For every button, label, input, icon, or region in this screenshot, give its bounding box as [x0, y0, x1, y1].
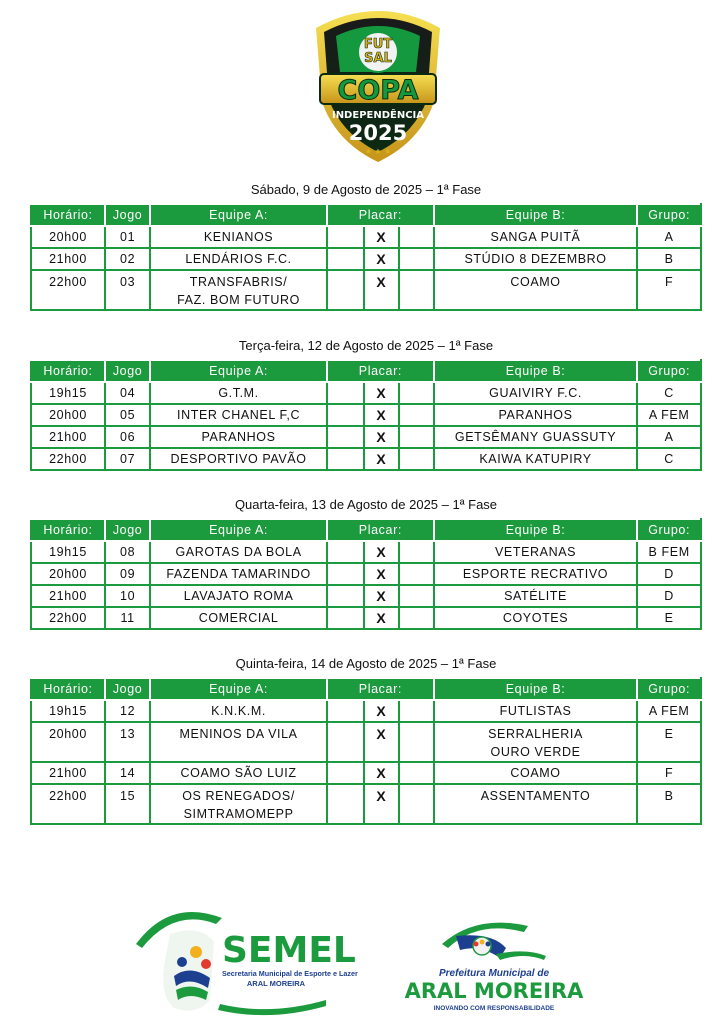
header-time: Horário: — [31, 678, 105, 700]
svg-text:★ ★ ★: ★ ★ ★ — [364, 147, 392, 156]
team-a: G.T.M. — [150, 382, 327, 404]
game-number: 05 — [105, 404, 150, 426]
game-time: 19h15 — [31, 541, 105, 563]
team-a: INTER CHANEL F,C — [150, 404, 327, 426]
versus-mark: X — [364, 585, 399, 607]
group-label: B — [637, 248, 701, 270]
score-a — [327, 270, 364, 310]
team-b: COYOTES — [434, 607, 637, 629]
header-team-a: Equipe A: — [150, 360, 327, 382]
day-title: Quinta-feira, 14 de Agosto de 2025 – 1ª Fase — [235, 656, 497, 671]
header-game: Jogo — [105, 204, 150, 226]
games-table — [30, 518, 702, 630]
table-row — [31, 585, 701, 607]
games-table — [30, 359, 702, 471]
game-number: 11 — [105, 607, 150, 629]
versus-mark: X — [364, 270, 399, 310]
day-section-2 — [30, 337, 702, 471]
prefeitura-logo — [396, 918, 592, 1018]
table-row — [31, 448, 701, 470]
header-group: Grupo: — [637, 360, 701, 382]
table-header-row — [31, 519, 701, 541]
versus-mark: X — [364, 700, 399, 722]
team-b: ESPORTE RECRATIVO — [434, 563, 637, 585]
team-b: ASSENTAMENTO — [434, 784, 637, 824]
header-group: Grupo: — [637, 678, 701, 700]
versus-mark: X — [364, 541, 399, 563]
table-row — [31, 541, 701, 563]
score-a — [327, 248, 364, 270]
team-a: MENINOS DA VILA — [150, 722, 327, 762]
header-score: Placar: — [327, 519, 434, 541]
group-label: D — [637, 585, 701, 607]
header-game: Jogo — [105, 519, 150, 541]
svg-text:ARAL MOREIRA: ARAL MOREIRA — [404, 979, 584, 1003]
header-time: Horário: — [31, 360, 105, 382]
score-a — [327, 382, 364, 404]
game-time: 20h00 — [31, 404, 105, 426]
game-number: 01 — [105, 226, 150, 248]
game-time: 19h15 — [31, 382, 105, 404]
versus-mark: X — [364, 404, 399, 426]
score-a — [327, 404, 364, 426]
score-b — [399, 607, 434, 629]
score-b — [399, 700, 434, 722]
group-label: D — [637, 563, 701, 585]
team-a: LAVAJATO ROMA — [150, 585, 327, 607]
team-a: OS RENEGADOS/ SIMTRAMOMEPP — [150, 784, 327, 824]
group-label: B — [637, 784, 701, 824]
versus-mark: X — [364, 448, 399, 470]
team-a: GAROTAS DA BOLA — [150, 541, 327, 563]
score-b — [399, 404, 434, 426]
header-game: Jogo — [105, 360, 150, 382]
score-a — [327, 426, 364, 448]
team-a: KENIANOS — [150, 226, 327, 248]
table-row — [31, 563, 701, 585]
header-team-b: Equipe B: — [434, 678, 637, 700]
svg-text:SAL: SAL — [364, 51, 392, 66]
score-a — [327, 448, 364, 470]
score-b — [399, 226, 434, 248]
header-score: Placar: — [327, 678, 434, 700]
table-header-row — [31, 360, 701, 382]
score-b — [399, 382, 434, 404]
team-b: VETERANAS — [434, 541, 637, 563]
game-number: 04 — [105, 382, 150, 404]
team-a: K.N.K.M. — [150, 700, 327, 722]
game-number: 03 — [105, 270, 150, 310]
score-a — [327, 226, 364, 248]
game-number: 08 — [105, 541, 150, 563]
svg-text:ARAL MOREIRA: ARAL MOREIRA — [246, 979, 306, 988]
game-time: 19h15 — [31, 700, 105, 722]
versus-mark: X — [364, 607, 399, 629]
versus-mark: X — [364, 248, 399, 270]
table-row — [31, 784, 701, 824]
day-title: Terça-feira, 12 de Agosto de 2025 – 1ª Fase — [238, 338, 494, 353]
games-table — [30, 203, 702, 311]
versus-mark: X — [364, 563, 399, 585]
versus-mark: X — [364, 722, 399, 762]
game-time: 20h00 — [31, 563, 105, 585]
versus-mark: X — [364, 226, 399, 248]
game-time: 22h00 — [31, 784, 105, 824]
table-row — [31, 762, 701, 784]
game-number: 09 — [105, 563, 150, 585]
group-label: C — [637, 382, 701, 404]
team-b: KAIWA KATUPIRY — [434, 448, 637, 470]
team-b: FUTLISTAS — [434, 700, 637, 722]
group-label: A FEM — [637, 700, 701, 722]
group-label: F — [637, 270, 701, 310]
svg-text:INDEPENDÊNCIA: INDEPENDÊNCIA — [331, 110, 425, 121]
team-b: COAMO — [434, 762, 637, 784]
team-a: DESPORTIVO PAVÃO — [150, 448, 327, 470]
group-label: A — [637, 226, 701, 248]
score-a — [327, 784, 364, 824]
score-b — [399, 722, 434, 762]
header-group: Grupo: — [637, 204, 701, 226]
game-number: 13 — [105, 722, 150, 762]
header-time: Horário: — [31, 204, 105, 226]
day-section-4 — [30, 655, 702, 825]
header-score: Placar: — [327, 204, 434, 226]
games-table — [30, 677, 702, 825]
score-a — [327, 541, 364, 563]
svg-text:COPA: COPA — [337, 75, 419, 106]
table-row — [31, 700, 701, 722]
score-b — [399, 784, 434, 824]
group-label: C — [637, 448, 701, 470]
header-team-b: Equipe B: — [434, 519, 637, 541]
team-b: SANGA PUITÃ — [434, 226, 637, 248]
day-section-1 — [30, 181, 702, 311]
team-b: COAMO — [434, 270, 637, 310]
table-row — [31, 382, 701, 404]
score-b — [399, 248, 434, 270]
game-number: 07 — [105, 448, 150, 470]
game-time: 22h00 — [31, 448, 105, 470]
header-game: Jogo — [105, 678, 150, 700]
team-b: SERRALHERIA OURO VERDE — [434, 722, 637, 762]
team-a: COMERCIAL — [150, 607, 327, 629]
svg-text:INOVANDO COM RESPONSABILIDADE: INOVANDO COM RESPONSABILIDADE — [433, 1005, 555, 1012]
header-time: Horário: — [31, 519, 105, 541]
score-b — [399, 541, 434, 563]
table-row — [31, 607, 701, 629]
team-b: GUAIVIRY F.C. — [434, 382, 637, 404]
group-label: F — [637, 762, 701, 784]
versus-mark: X — [364, 784, 399, 824]
score-a — [327, 585, 364, 607]
group-label: E — [637, 722, 701, 762]
game-time: 20h00 — [31, 722, 105, 762]
table-row — [31, 270, 701, 310]
table-row — [31, 226, 701, 248]
score-b — [399, 585, 434, 607]
table-row — [31, 722, 701, 762]
game-time: 21h00 — [31, 426, 105, 448]
svg-text:Secretaria Municipal de Esport: Secretaria Municipal de Esporte e Lazer — [222, 969, 358, 978]
day-title: Sábado, 9 de Agosto de 2025 – 1ª Fase — [250, 182, 482, 197]
game-number: 10 — [105, 585, 150, 607]
table-row — [31, 404, 701, 426]
game-time: 22h00 — [31, 607, 105, 629]
game-time: 20h00 — [31, 226, 105, 248]
header-team-a: Equipe A: — [150, 678, 327, 700]
table-row — [31, 426, 701, 448]
table-header-row — [31, 204, 701, 226]
score-b — [399, 270, 434, 310]
score-a — [327, 700, 364, 722]
score-a — [327, 722, 364, 762]
game-number: 12 — [105, 700, 150, 722]
svg-text:Prefeitura Municipal de: Prefeitura Municipal de — [438, 968, 550, 979]
day-title: Quarta-feira, 13 de Agosto de 2025 – 1ª Fase — [234, 497, 498, 512]
svg-text:FUT: FUT — [363, 37, 393, 52]
header-team-a: Equipe A: — [150, 519, 327, 541]
game-number: 06 — [105, 426, 150, 448]
game-number: 02 — [105, 248, 150, 270]
score-b — [399, 563, 434, 585]
team-a: LENDÁRIOS F.C. — [150, 248, 327, 270]
game-time: 21h00 — [31, 762, 105, 784]
group-label: E — [637, 607, 701, 629]
team-a: FAZENDA TAMARINDO — [150, 563, 327, 585]
game-number: 15 — [105, 784, 150, 824]
svg-text:SEMEL: SEMEL — [222, 930, 356, 971]
score-a — [327, 762, 364, 784]
team-a: PARANHOS — [150, 426, 327, 448]
score-a — [327, 607, 364, 629]
game-time: 21h00 — [31, 585, 105, 607]
team-b: GETSÊMANY GUASSUTY — [434, 426, 637, 448]
group-label: B FEM — [637, 541, 701, 563]
versus-mark: X — [364, 426, 399, 448]
header-team-a: Equipe A: — [150, 204, 327, 226]
score-b — [399, 762, 434, 784]
svg-text:2025: 2025 — [348, 121, 408, 145]
table-row — [31, 248, 701, 270]
score-b — [399, 448, 434, 470]
group-label: A — [637, 426, 701, 448]
copa-independencia-emblem — [306, 2, 450, 166]
game-time: 21h00 — [31, 248, 105, 270]
team-a: TRANSFABRIS/ FAZ. BOM FUTURO — [150, 270, 327, 310]
game-time: 22h00 — [31, 270, 105, 310]
team-b: PARANHOS — [434, 404, 637, 426]
header-team-b: Equipe B: — [434, 204, 637, 226]
table-header-row — [31, 678, 701, 700]
header-score: Placar: — [327, 360, 434, 382]
header-team-b: Equipe B: — [434, 360, 637, 382]
team-b: STÚDIO 8 DEZEMBRO — [434, 248, 637, 270]
day-section-3 — [30, 496, 702, 630]
header-group: Grupo: — [637, 519, 701, 541]
game-number: 14 — [105, 762, 150, 784]
score-a — [327, 563, 364, 585]
score-b — [399, 426, 434, 448]
group-label: A FEM — [637, 404, 701, 426]
team-a: COAMO SÃO LUIZ — [150, 762, 327, 784]
semel-logo — [130, 904, 358, 1022]
versus-mark: X — [364, 382, 399, 404]
team-b: SATÉLITE — [434, 585, 637, 607]
versus-mark: X — [364, 762, 399, 784]
